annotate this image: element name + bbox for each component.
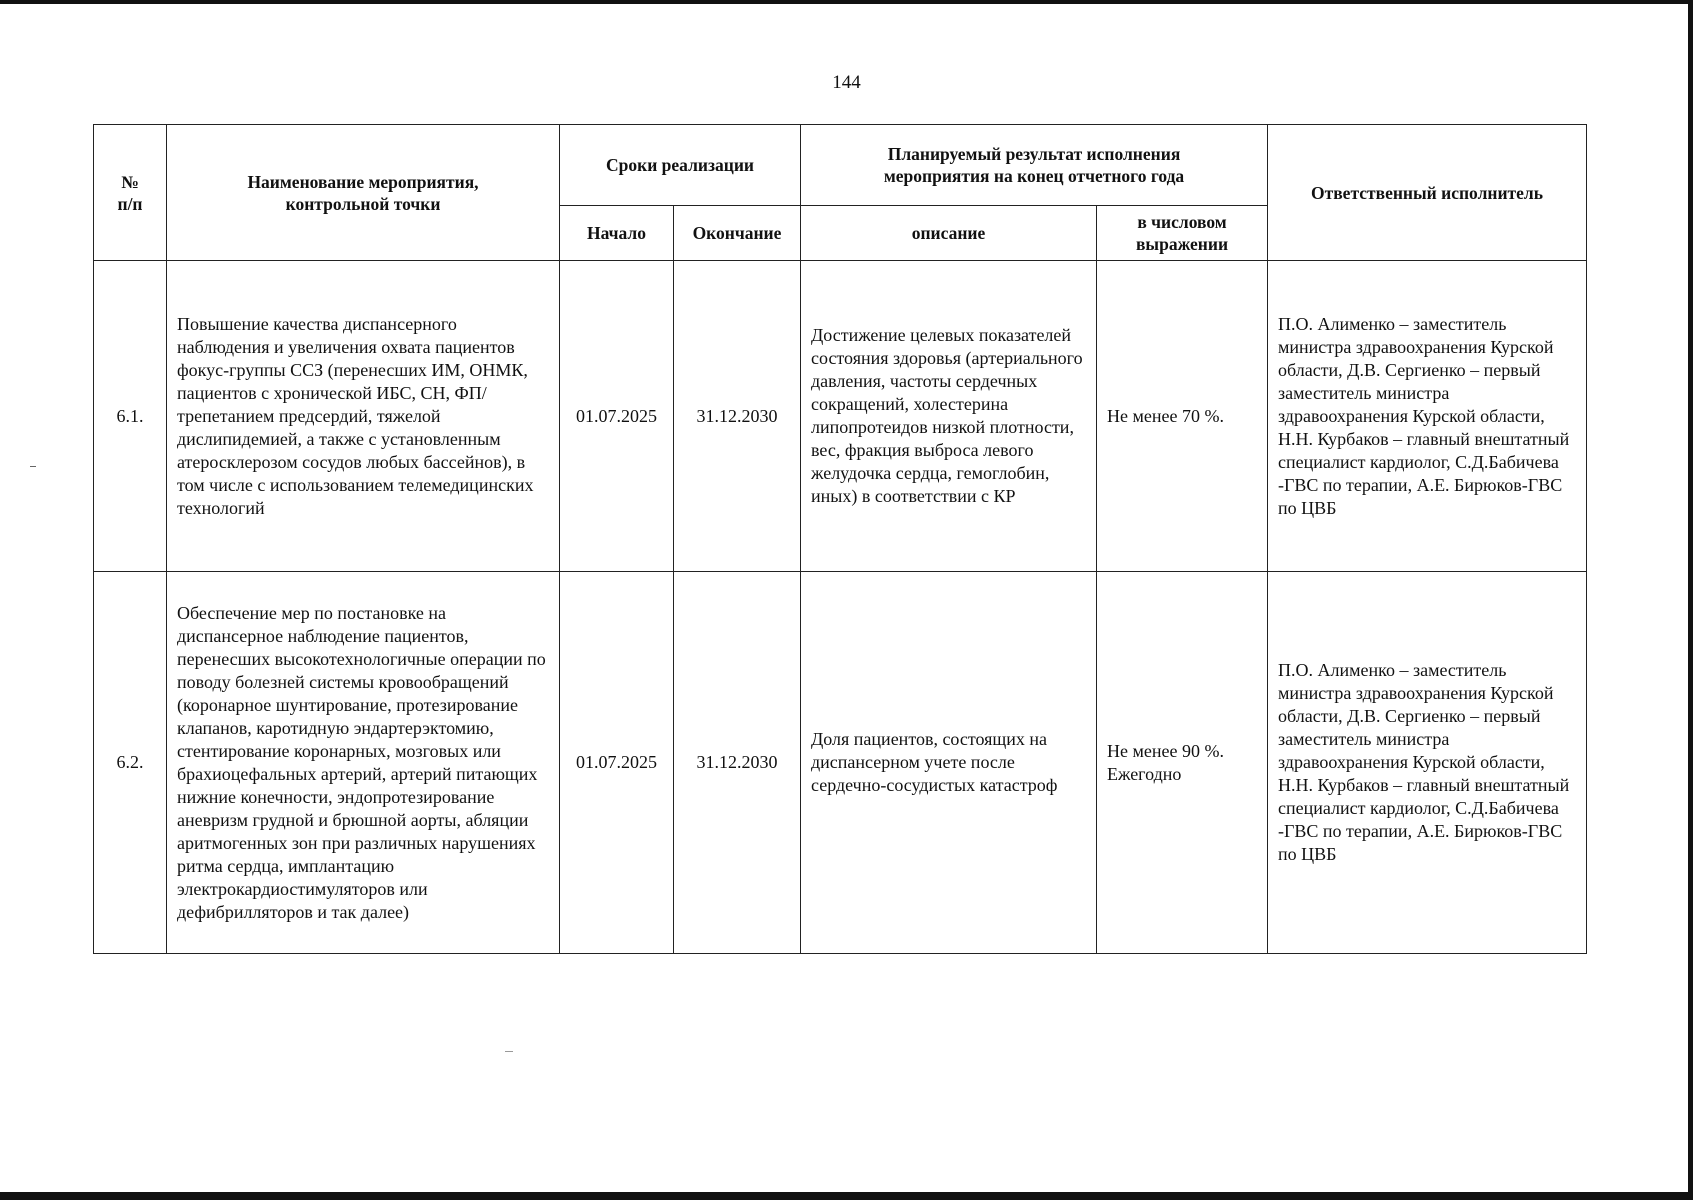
scan-speck xyxy=(30,466,36,467)
row-responsible: П.О. Алименко – заместитель министра здравоохранения Курской области, Д.В. Сергиенко – первый заместитель министра здравоохранения Курской области, Н.Н. Курбаков – главный внештатный специалист кардиолог, С.Д.Бабичева -ГВС по терапии, А.Е. Бирюков-ГВС по ЦВБ xyxy=(1268,572,1587,954)
header-terms: Сроки реализации xyxy=(560,125,801,206)
row-end: 31.12.2030 xyxy=(674,261,801,572)
scan-edge-bottom xyxy=(0,1192,1693,1200)
page-number: 144 xyxy=(832,72,861,93)
header-responsible: Ответственный исполнитель xyxy=(1268,125,1587,261)
header-num: № п/п xyxy=(94,125,167,261)
row-num: 6.2. xyxy=(94,572,167,954)
row-num: 6.1. xyxy=(94,261,167,572)
row-description: Доля пациентов, состоящих на диспансерном учете после сердечно-сосудистых катастроф xyxy=(801,572,1097,954)
row-end: 31.12.2030 xyxy=(674,572,801,954)
row-start: 01.07.2025 xyxy=(560,572,674,954)
header-result: Планируемый результат исполнения мероприятия на конец отчетного года xyxy=(801,125,1268,206)
header-description: описание xyxy=(801,206,1097,261)
scan-edge-top xyxy=(0,0,1693,4)
row-name: Обеспечение мер по постановке на диспансерное наблюдение пациентов, перенесших высокотехнологичные операции по поводу болезней системы кровообращений (коронарное шунтирование, протезирование клапанов, каротидную эндартерэктомию, стентирование коронарных, мозговых или брахиоцефальных артерий, артерий питающих нижние конечности, эндопротезирование аневризм грудной и брюшной аорты, абляции аритмогенных зон при различных нарушениях ритма сердца, имплантацию электрокардиостимуляторов или дефибрилляторов и так далее) xyxy=(167,572,560,954)
header-numeric: в числовом выражении xyxy=(1097,206,1268,261)
row-numeric: Не менее 70 %. xyxy=(1097,261,1268,572)
row-numeric: Не менее 90 %. Ежегодно xyxy=(1097,572,1268,954)
table-row xyxy=(94,572,1587,954)
action-plan-table xyxy=(93,124,1587,954)
header-row-top xyxy=(94,125,1587,206)
table-row xyxy=(94,261,1587,572)
row-name: Повышение качества диспансерного наблюдения и увеличения охвата пациентов фокус-группы ССЗ (перенесших ИМ, ОНМК, пациентов с хронической ИБС, СН, ФП/трепетанием предсердий, тяжелой дислипидемией, а также с установленным атеросклерозом сосудов любых бассейнов), в том числе с использованием телемедицинских технологий xyxy=(167,261,560,572)
row-start: 01.07.2025 xyxy=(560,261,674,572)
scan-speck xyxy=(505,1051,513,1052)
scan-edge-right xyxy=(1688,0,1693,1200)
header-start: Начало xyxy=(560,206,674,261)
header-end: Окончание xyxy=(674,206,801,261)
header-name: Наименование мероприятия, контрольной точки xyxy=(167,125,560,261)
row-description: Достижение целевых показателей состояния здоровья (артериального давления, частоты сердечных сокращений, холестерина липопротеидов низкой плотности, вес, фракция выброса левого желудочка сердца, гемоглобин, иных) в соответствии с КР xyxy=(801,261,1097,572)
row-responsible: П.О. Алименко – заместитель министра здравоохранения Курской области, Д.В. Сергиенко – первый заместитель министра здравоохранения Курской области, Н.Н. Курбаков – главный внештатный специалист кардиолог, С.Д.Бабичева -ГВС по терапии, А.Е. Бирюков-ГВС по ЦВБ xyxy=(1268,261,1587,572)
